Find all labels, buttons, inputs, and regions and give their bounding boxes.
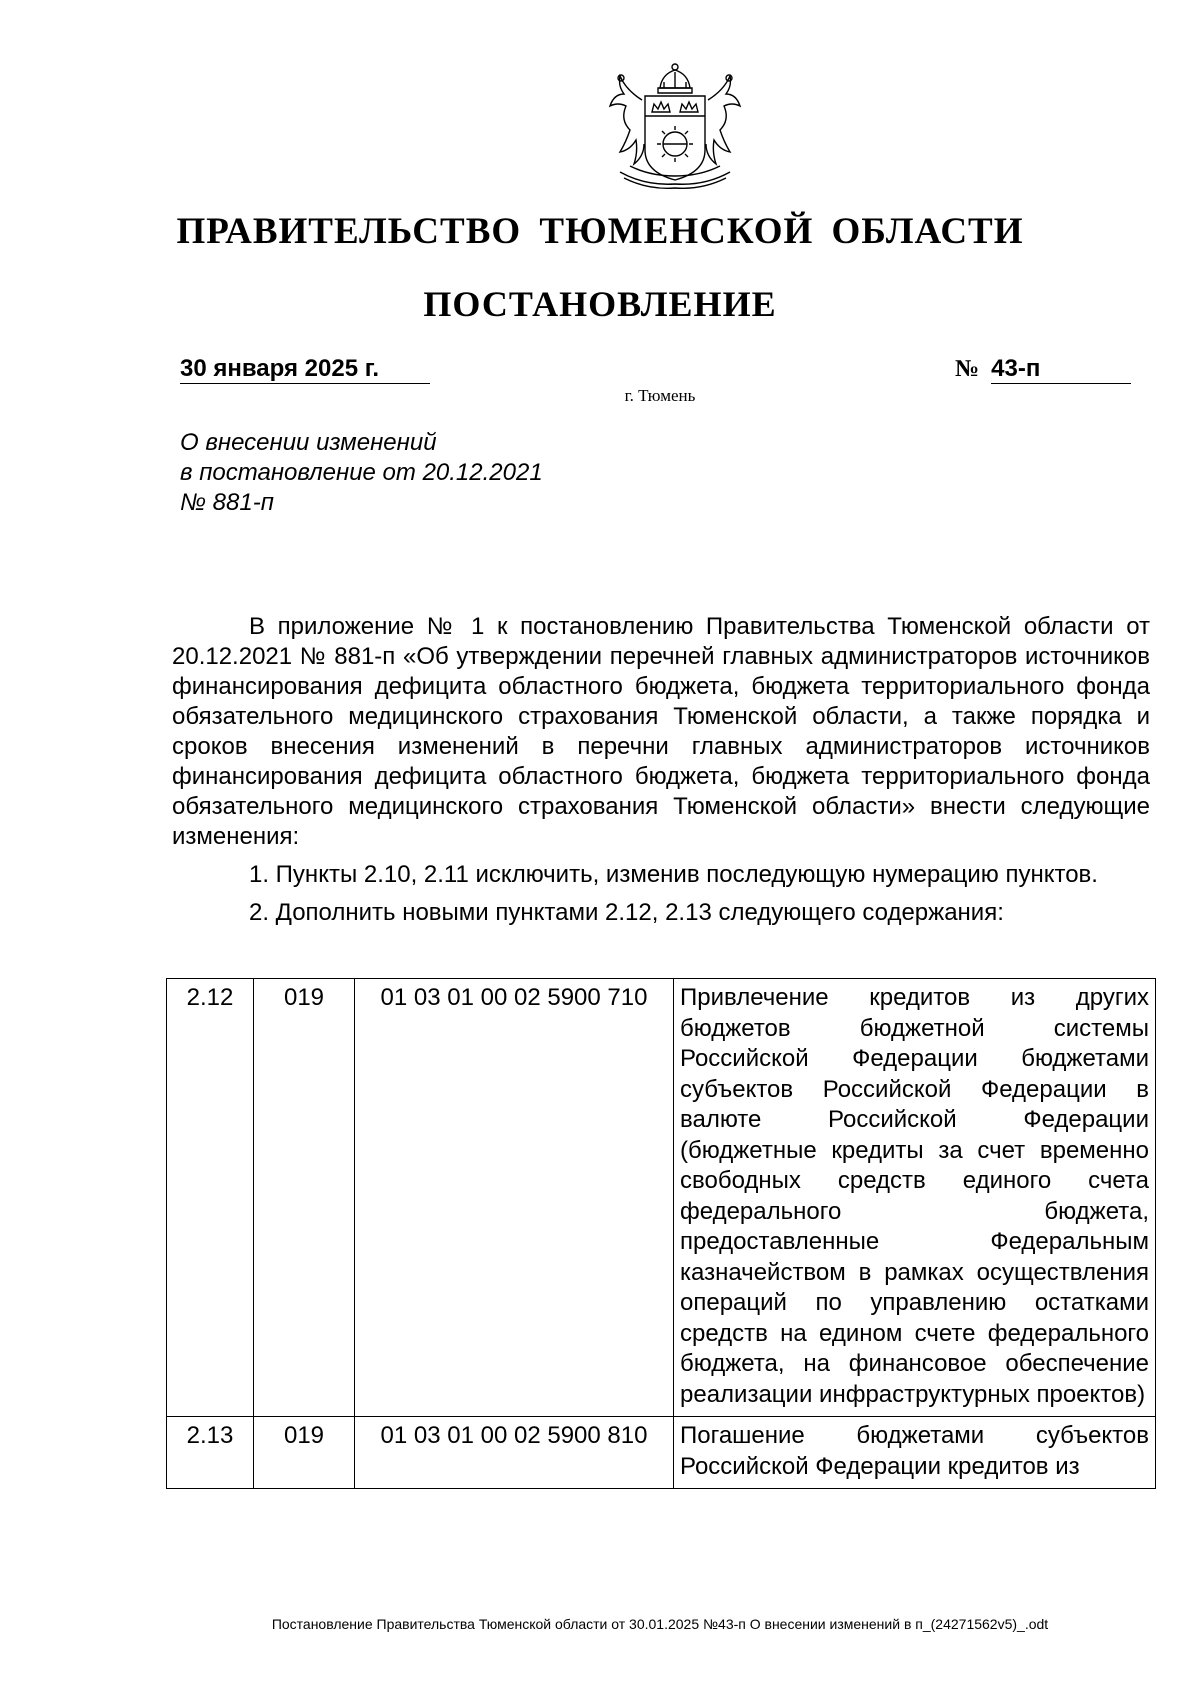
document-type: ПОСТАНОВЛЕНИЕ: [423, 284, 777, 324]
document-date: 30 января 2025 г.: [180, 355, 430, 384]
subject-line: в постановление от 20.12.2021: [180, 459, 543, 486]
item-number-cell: 2.12: [167, 979, 254, 1417]
budget-code-text: 01 03 01 00 02 5900 810: [380, 1422, 648, 1449]
body-paragraph: 1. Пункты 2.10, 2.11 исключить, изменив последующую нумерацию пунктов.: [249, 861, 1098, 888]
source-name-text: Погашение бюджетами субъектов Российской Федерации кредитов из: [680, 1422, 1149, 1480]
item-number-cell: [167, 1417, 254, 1489]
budget-code-cell: [355, 1417, 674, 1489]
body-paragraph: В приложение № 1 к постановлению Правительства Тюменской области от 20.12.2021 № 881-п «Об утверждении перечней главных администраторов источников финансирования дефицита областного бюджета, бюджета территориального фонда обязательного медицинского страхования Тюменской области, а также порядка и сроков внесения изменений в перечни главных администраторов источников финансирования дефицита областного бюджета, бюджета территориального фонда обязательного медицинского страхования Тюменской области» внести следующие изменения:: [172, 613, 1150, 850]
administrator-code-cell: 019: [254, 979, 355, 1417]
source-name-cell: Привлечение кредитов из других бюджетов бюджетной системы Российской Федерации бюджетами субъектов Российской Федерации в валюте Российской Федерации (бюджетные кредиты за счет временно свободных средств единого счета федерального бюджета, предоставленные Федеральным казначейством в рамках осуществления операций по управлению остатками средств на едином счете федерального бюджета, на финансовое обеспечение реализации инфраструктурных проектов): [674, 979, 1156, 1417]
administrator-code-cell: [254, 1417, 355, 1489]
document-body: [172, 612, 1150, 928]
administrator-code-text: 019: [283, 1422, 325, 1449]
budget-code-cell: 01 03 01 00 02 5900 710: [355, 979, 674, 1417]
coat-of-arms-emblem: [590, 60, 760, 190]
source-name-cell: [674, 1417, 1156, 1489]
document-city: г. Тюмень: [624, 386, 696, 405]
document-number-block: [955, 355, 1135, 384]
subject-line: О внесении изменений: [180, 429, 437, 456]
document-subject: [180, 428, 543, 518]
table-row: [167, 979, 1156, 1417]
organization-title: ПРАВИТЕЛЬСТВО ТЮМЕНСКОЙ ОБЛАСТИ: [176, 211, 1024, 252]
document-number: 43-п: [991, 355, 1131, 384]
number-sign: №: [955, 356, 980, 382]
body-paragraph: 2. Дополнить новыми пунктами 2.12, 2.13 следующего содержания:: [249, 899, 1004, 926]
subject-line: № 881-п: [180, 489, 274, 516]
page-footer: Постановление Правительства Тюменской области от 30.01.2025 №43-п О внесении изменений в п_(24271562v5)_.odt: [271, 1616, 1049, 1632]
amendments-table: [166, 978, 1156, 1489]
item-number-text: 2.13: [186, 1422, 234, 1449]
table-row: [167, 1417, 1156, 1489]
